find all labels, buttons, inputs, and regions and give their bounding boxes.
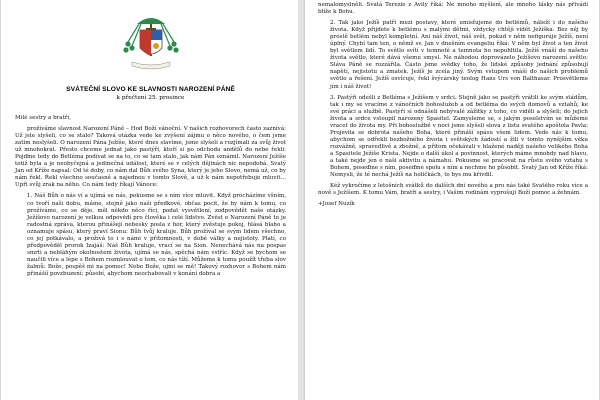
page-right[interactable]: [305, 0, 599, 400]
paragraph-continued: nemalomyslněli. Svatá Terezie z Avily říká: Ne mnoho myšlení, ale mnoho lásky nás přivádí blíže k Bohu.: [318, 2, 588, 16]
signature: +Josef Nuzík: [318, 201, 355, 208]
paragraph-point-2: 2. Tak jako Ježíš patří mezi postavy, které umisťujeme do betlémů, náleží i do našeho života. Když přijdete k betlému s malými dětmi, vždycky chtějí vidět Ježíška. Bez něj by prostě betlém nebyl kompletní. Ani náš život, náš svět, pokud v něm nefiguruje Ježíš, není úplný. Chybí tam ten, o němž sv. Jan v dnešním evangeliu říká: V něm byl život a ten život byl světlem lidí. To světlo svítí v temnotě a temnota ho nepohltila. Ježíš vnáší do našeho života světlo, které dává všemu smysl. Ne náhodou doprovázelo Ježíšovo narození světlo: Sláva Páně se rozzářila. Často jsme svědky toho, že lidské způsoby jednání způsobují napětí, nejistotu a zmatek. Ježíš je zcela jiný. Svým vstupem vnáší do našich problémů světlo a řešení. Ježíš osvícuje, řekl švýcarský teolog Hans Urs von Balthasar. Prosvětleme jím i náš život!: [330, 20, 588, 90]
coat-of-arms-icon: [120, 6, 182, 76]
greeting: Milé sestry a bratři,: [15, 115, 72, 121]
document-date: k přečtení 25. prosince: [116, 95, 185, 101]
page-left[interactable]: [1, 0, 298, 400]
document-title: SVÁTEČNÍ SLOVO KE SLAVNOSTI NAROZENÍ PÁNĚ: [66, 86, 235, 93]
paragraph-intro: prožíváme slavnost Narození Páně – Hod Boží vánoční. V našich rozhovorech často zaznívá: Už jste slyšeli, co se stalo? Taková otázka vede ke zvýšení zájmu o něco nového, o čem jsme zatím neslyšeli. O narození Pána Ježíše, které dnes slavíme, jsme slyšeli a rozjímali za svůj život už mnohokrát. Přesto chceme jednat jako pastýři, kteří si po odchodu andělů do nebe řekli: Pojďme tedy do Betléma podívat se na to, co se tam stalo, jak nám Pán oznámil. Narození Ježíše totiž byla a je neobyčejná a jedinečná událost, které se v celých dějinách nic nepodobá. Svatý Jan od Kříže napsal: Od té doby, co nám dal Bůh svého Syna, který je jeho Slovo, nemá už, co by nám řekl. Řekl všechno současně a najednou v tomto Slově, a už k nám nepotřebuje mluvit… Upři svůj zrak na něho. Co nám tedy říkají Vánoce:: [15, 126, 286, 189]
paragraph-closing: Kéž vykročíme z letošních svátků do dalších dní nového a pro nás také Svatého roku více a nově s Ježíšem. K tomu Vám, bratři a sestry, i Vašim rodinám vyprošuji Boží pomoc a žehnám.: [318, 183, 588, 197]
paragraph-point-3: 3. Pastýři odešli z Betléma s Ježíšem v srdci. Stejně jako se pastýři vrátili ke svým stádům, tak i my se vracíme z vánočních bohoslužeb a od betléma do svých domovů a vztahů, ke své práci a službě. Pastýři si odnášeli nebývalé zážitky z toho, co viděli a slyšeli; do jejich života a srdce vstoupil narozený Spasitel. Zamysleme se, s jakým poselstvím se můžeme vracet do života my. Při bohoslužbě v noci jsme slyšeli slova z listu svatého apoštola Pavla: Projevila se dobrota našeho Boha, které přináší spásu všem lidem. Vede nás k tomu, abychom se odřekli bezbožného života i světských žádostí a žili v tomto nynějším věku rozvážně, spravedlivě a zbožně, a přitom očekávali v blažené naději našeho velikého Boha a Spasitele Ježíše Krista. Nejde o další úkol a povinnost, kterých máme mnohdy nad hlavu, a také nejde jen o naši aktivitu a námahu. Pokusme se pracovat na růstu svého vztahu s Bohem, poseďme s ním, poseďme spolu s ním a nechme ho působit. Svatý Jan od Kříže říká: Nemysli, že té nechá Ježíš na holičkách, to bys mu křivdil.: [330, 94, 588, 179]
paragraph-point-1: 1. Náš Bůh o nás ví a ujímá se nás, pokusme se s ním více mluvit. Když procházíme všním, co tvoří naši dobu, máme, stejně jako naši předkové, občas pocit, že by nám k tomu, co prožíváme, co se děje, měl někdo něco říci, podat vysvětlení, zodpovědět naše otázky. Ježíšovo narození je velkou odpovědí pro člověka i celé lidstvo. Zvěst o Narození Páně to je radostná zpráva, kterou přinášejí nebeský posla z hor, který zvěstuje pokoj, hlásá blaho a oznamuje spásu, který praví Sionu: Bůh tvůj kraluje. Bůh prožíval se svým lidem všechno, co jej potkávalo, a prožívá to i s námi v přítomnosti, v době války a nejistoty. Platí, co předpověděl prorok Izajáš: Náš Bůh kraluje, vrací se na Sion. Nenechává nás na pospas smrti a nebláhým okolnostem života, ujímá se nás, spěchá nám vstříc. Když se bychom se naučili více a lépe s Bohem rozmlouvat o tom, co nás tíží. Můžeme k tomu použít třeba slov žalmů: Bože, pospěš mi na pomoc! Nebo Bože, ujmi se mě! Takový rozhovor s Bohem nám přinášíí povzbuzení; působí, abychom neochabovali v konání dobra a: [27, 193, 286, 277]
page-gap: [298, 0, 305, 400]
